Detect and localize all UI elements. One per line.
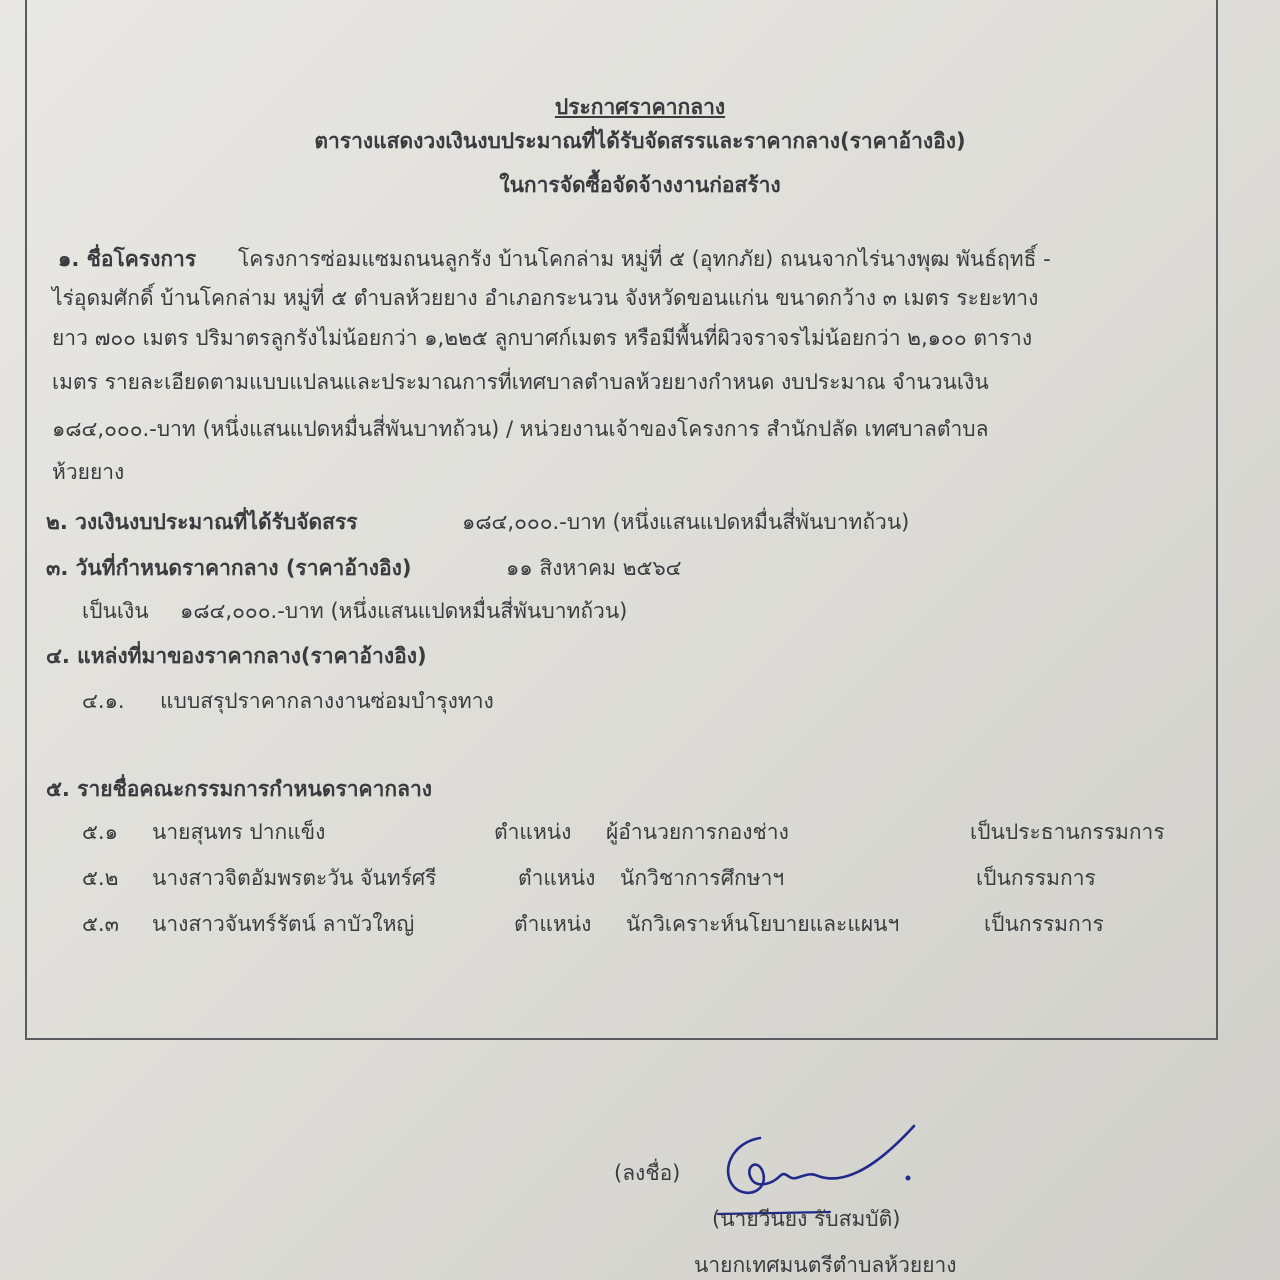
section-5-label: ๕. รายชื่อคณะกรรมการกำหนดราคากลาง [46, 777, 433, 801]
section-4-label: ๔. แหล่งที่มาของราคากลาง(ราคาอ้างอิง) [46, 644, 427, 668]
document-subtitle-2: ในการจัดซื้อจัดจ้างงานก่อสร้าง [499, 173, 781, 197]
member-position-label: ตำแหน่ง [514, 912, 592, 936]
section-4-item-number: ๔.๑. [82, 689, 125, 713]
section-1-line-4: เมตร รายละเอียดตามแบบแปลนและประมาณการที่เทศบาลตำบลห้วยยางกำหนด งบประมาณ จำนวนเงิน [52, 370, 989, 394]
member-position-label: ตำแหน่ง [518, 866, 596, 890]
member-role: เป็นกรรมการ [976, 866, 1096, 890]
member-name: นางสาวจิตอัมพรตะวัน จันทร์ศรี [152, 866, 437, 890]
member-number: ๕.๓ [82, 912, 119, 936]
section-1-line-3: ยาว ๗๐๐ เมตร ปริมาตรลูกรังไม่น้อยกว่า ๑,๒๒๕ ลูกบาศก์เมตร หรือมีพื้นที่ผิวจราจรไม่น้อยกว่า ๒,๑๐๐ ตาราง [52, 326, 1033, 350]
member-position: นักวิชาการศึกษาฯ [620, 866, 785, 890]
signatory-name: (นายวีนยง รับสมบัติ) [712, 1207, 901, 1231]
member-role: เป็นกรรมการ [984, 912, 1104, 936]
section-1-line-1: โครงการซ่อมแซมถนนลูกรัง บ้านโคกล่าม หมู่ที่ ๕ (อุทกภัย) ถนนจากไร่นางพุฒ พันธ์ฤทธิ์ - [238, 247, 1051, 271]
member-position: ผู้อำนวยการกองช่าง [606, 820, 789, 844]
signature-label: (ลงชื่อ) [614, 1161, 681, 1185]
member-number: ๕.๑ [82, 820, 118, 844]
document-subtitle-1: ตารางแสดงวงเงินงบประมาณที่ได้รับจัดสรรและราคากลาง(ราคาอ้างอิง) [314, 129, 966, 153]
member-position-label: ตำแหน่ง [494, 820, 572, 844]
member-position: นักวิเคราะห์นโยบายและแผนฯ [626, 912, 900, 936]
section-2-value: ๑๘๔,๐๐๐.-บาท (หนึ่งแสนแปดหมื่นสี่พันบาทถ้วน) [462, 510, 910, 534]
signatory-title: นายกเทศมนตรีตำบลห้วยยาง [694, 1253, 957, 1277]
section-4-item: แบบสรุปราคากลางงานซ่อมบำรุงทาง [160, 689, 494, 713]
section-1-line-2: ไร่อุดมศักดิ์ บ้านโคกล่าม หมู่ที่ ๕ ตำบลห้วยยาง อำเภอกระนวน จังหวัดขอนแก่น ขนาดกว้าง ๓ เมตร ระยะทาง [52, 286, 1039, 310]
section-1-line-6: ห้วยยาง [52, 460, 125, 484]
section-1-label: ๑. ชื่อโครงการ [58, 247, 197, 271]
section-3-label: ๓. วันที่กำหนดราคากลาง (ราคาอ้างอิง) [46, 556, 412, 580]
member-number: ๕.๒ [82, 866, 119, 890]
member-role: เป็นประธานกรรมการ [970, 820, 1165, 844]
section-1-line-5: ๑๘๔,๐๐๐.-บาท (หนึ่งแสนแปดหมื่นสี่พันบาทถ้วน) / หน่วยงานเจ้าของโครงการ สำนักปลัด เทศบาลตำบล [52, 417, 989, 441]
section-3-amount-label: เป็นเงิน [82, 599, 149, 623]
member-name: นายสุนทร ปากแข็ง [152, 820, 326, 844]
section-3-amount: ๑๘๔,๐๐๐.-บาท (หนึ่งแสนแปดหมื่นสี่พันบาทถ้วน) [180, 599, 628, 623]
document-title: ประกาศราคากลาง [554, 95, 726, 119]
section-3-date: ๑๑ สิงหาคม ๒๕๖๔ [506, 556, 682, 580]
section-2-label: ๒. วงเงินงบประมาณที่ได้รับจัดสรร [46, 510, 358, 534]
member-name: นางสาวจันทร์รัตน์ ลาบัวใหญ่ [152, 912, 415, 936]
